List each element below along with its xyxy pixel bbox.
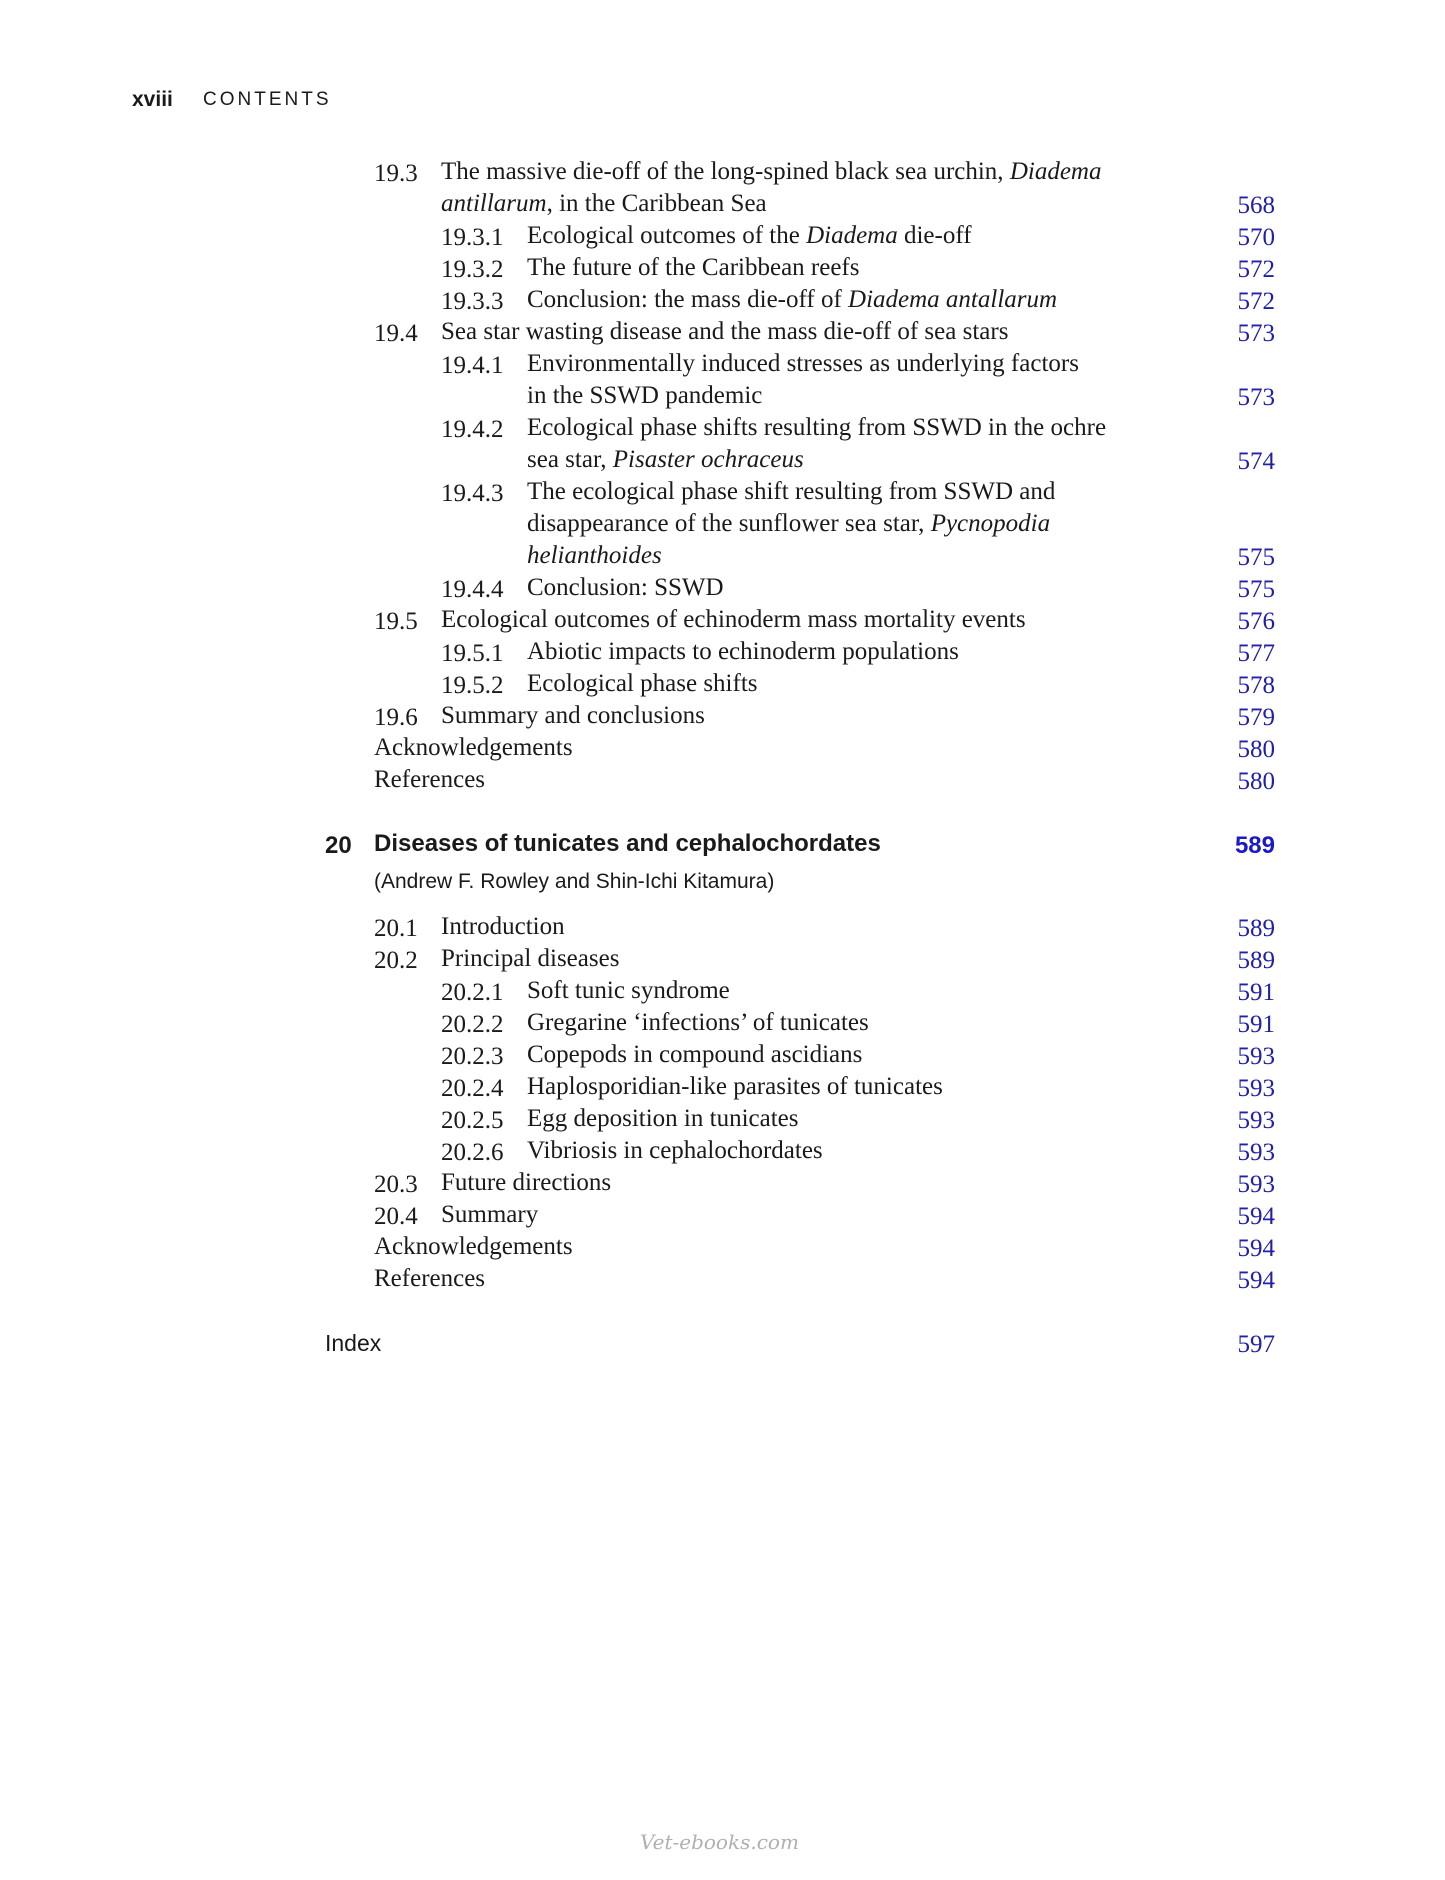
title-text: sea star, bbox=[527, 446, 613, 473]
title-text: Ecological outcomes of the bbox=[527, 222, 807, 249]
section-title: Summary and conclusions bbox=[441, 702, 705, 729]
page-number[interactable]: 593 bbox=[1237, 1139, 1275, 1166]
section-title: References bbox=[374, 1265, 486, 1292]
section-title: Ecological phase shifts bbox=[527, 670, 758, 697]
page-number[interactable]: 589 bbox=[1237, 915, 1275, 942]
section-title bbox=[527, 284, 1057, 316]
section-number: 20.2.2 bbox=[441, 1011, 504, 1038]
page-number[interactable]: 591 bbox=[1237, 979, 1275, 1006]
page-number[interactable]: 578 bbox=[1237, 672, 1275, 699]
page-number[interactable]: 568 bbox=[1237, 192, 1275, 219]
title-italic: antillarum bbox=[441, 190, 547, 217]
title-italic: Pycnopodia bbox=[930, 510, 1051, 537]
watermark-logo: Vet-ebooks.com bbox=[640, 1830, 799, 1854]
section-title bbox=[441, 156, 1101, 220]
section-title: Haplosporidian-like parasites of tunicates bbox=[527, 1073, 943, 1100]
section-title: Sea star wasting disease and the mass die-off of sea stars bbox=[441, 318, 1009, 345]
section-title bbox=[527, 348, 1079, 412]
page-number[interactable]: 572 bbox=[1237, 256, 1275, 283]
section-number: 20.4 bbox=[374, 1203, 418, 1230]
title-italic: Diadema bbox=[1009, 158, 1102, 185]
title-text: in the SSWD pandemic bbox=[527, 382, 763, 409]
section-number: 19.4.2 bbox=[441, 416, 504, 443]
section-title: Principal diseases bbox=[441, 945, 620, 972]
page-number[interactable]: 591 bbox=[1237, 1011, 1275, 1038]
section-number: 19.3.2 bbox=[441, 256, 504, 283]
chapter-title: Diseases of tunicates and cephalochordates bbox=[374, 830, 881, 857]
page-number[interactable]: 597 bbox=[1237, 1331, 1275, 1358]
page-number[interactable]: 579 bbox=[1237, 704, 1275, 731]
section-title bbox=[527, 412, 1106, 476]
section-number: 20.2.5 bbox=[441, 1107, 504, 1134]
section-title: Summary bbox=[441, 1201, 539, 1228]
title-text: Conclusion: the mass die-off of bbox=[527, 286, 849, 313]
section-title: Abiotic impacts to echinoderm populations bbox=[527, 638, 959, 665]
page-number[interactable]: 573 bbox=[1237, 320, 1275, 347]
title-text: Environmentally induced stresses as underlying factors bbox=[527, 350, 1079, 377]
page-number[interactable]: 573 bbox=[1237, 384, 1275, 411]
section-number: 20.1 bbox=[374, 915, 418, 942]
section-number: 19.3 bbox=[374, 160, 418, 187]
page-number[interactable]: 594 bbox=[1237, 1203, 1275, 1230]
section-number: 19.5.1 bbox=[441, 640, 504, 667]
section-number: 19.4.3 bbox=[441, 480, 504, 507]
section-title: Soft tunic syndrome bbox=[527, 977, 730, 1004]
chapter-number: 20 bbox=[325, 832, 352, 859]
folio: xviii bbox=[132, 88, 173, 111]
section-number: 20.2.3 bbox=[441, 1043, 504, 1070]
title-text: The ecological phase shift resulting from SSWD and bbox=[527, 478, 1056, 505]
page-number[interactable]: 575 bbox=[1237, 544, 1275, 571]
index-title: Index bbox=[325, 1330, 382, 1356]
section-number: 19.4 bbox=[374, 320, 418, 347]
section-title: Gregarine ‘infections’ of tunicates bbox=[527, 1009, 869, 1036]
section-title: The future of the Caribbean reefs bbox=[527, 254, 860, 281]
section-title: Future directions bbox=[441, 1169, 612, 1196]
section-title: Acknowledgements bbox=[374, 734, 573, 761]
page-number[interactable]: 589 bbox=[1237, 947, 1275, 974]
page-number[interactable]: 576 bbox=[1237, 608, 1275, 635]
page-number[interactable]: 593 bbox=[1237, 1171, 1275, 1198]
page-number[interactable]: 593 bbox=[1237, 1043, 1275, 1070]
title-text: die-off bbox=[897, 222, 972, 249]
section-title bbox=[527, 220, 972, 252]
page-number[interactable]: 577 bbox=[1237, 640, 1275, 667]
title-italic: Pisaster ochraceus bbox=[612, 446, 804, 473]
page-number[interactable]: 570 bbox=[1237, 224, 1275, 251]
section-title: Egg deposition in tunicates bbox=[527, 1105, 799, 1132]
section-number: 19.4.1 bbox=[441, 352, 504, 379]
section-number: 20.2.4 bbox=[441, 1075, 504, 1102]
section-title: Introduction bbox=[441, 913, 565, 940]
section-number: 19.5.2 bbox=[441, 672, 504, 699]
title-text: disappearance of the sunflower sea star, bbox=[527, 510, 931, 537]
page-number[interactable]: 575 bbox=[1237, 576, 1275, 603]
title-italic: helianthoides bbox=[527, 542, 662, 569]
page-number[interactable]: 593 bbox=[1237, 1107, 1275, 1134]
page-number[interactable]: 594 bbox=[1237, 1267, 1275, 1294]
chapter-authors: (Andrew F. Rowley and Shin-Ichi Kitamura) bbox=[374, 870, 775, 893]
section-number: 19.6 bbox=[374, 704, 418, 731]
page-number[interactable]: 574 bbox=[1237, 448, 1275, 475]
section-number: 19.4.4 bbox=[441, 576, 504, 603]
page-number[interactable]: 589 bbox=[1234, 832, 1275, 859]
section-title: Copepods in compound ascidians bbox=[527, 1041, 863, 1068]
section-title: References bbox=[374, 766, 486, 793]
section-number: 19.5 bbox=[374, 608, 418, 635]
title-text: The massive die-off of the long-spined black sea urchin, bbox=[441, 158, 1010, 185]
section-title: Acknowledgements bbox=[374, 1233, 573, 1260]
section-number: 20.2.1 bbox=[441, 979, 504, 1006]
page-number[interactable]: 580 bbox=[1237, 736, 1275, 763]
running-title: CONTENTS bbox=[203, 89, 332, 110]
title-text: Ecological phase shifts resulting from SSWD in the ochre bbox=[527, 414, 1107, 441]
section-title: Ecological outcomes of echinoderm mass mortality events bbox=[441, 606, 1026, 633]
section-number: 19.3.1 bbox=[441, 224, 504, 251]
title-italic: Diadema bbox=[806, 222, 898, 249]
section-number: 20.2 bbox=[374, 947, 418, 974]
page-number[interactable]: 580 bbox=[1237, 768, 1275, 795]
page-number[interactable]: 572 bbox=[1237, 288, 1275, 315]
page-number[interactable]: 593 bbox=[1237, 1075, 1275, 1102]
section-title: Vibriosis in cephalochordates bbox=[527, 1137, 823, 1164]
title-italic: Diadema antallarum bbox=[848, 286, 1058, 313]
title-text: , in the Caribbean Sea bbox=[546, 190, 767, 217]
page-number[interactable]: 594 bbox=[1237, 1235, 1275, 1262]
section-number: 20.2.6 bbox=[441, 1139, 504, 1166]
section-title bbox=[527, 476, 1055, 572]
section-number: 20.3 bbox=[374, 1171, 418, 1198]
section-title: Conclusion: SSWD bbox=[527, 574, 724, 601]
section-number: 19.3.3 bbox=[441, 288, 504, 315]
